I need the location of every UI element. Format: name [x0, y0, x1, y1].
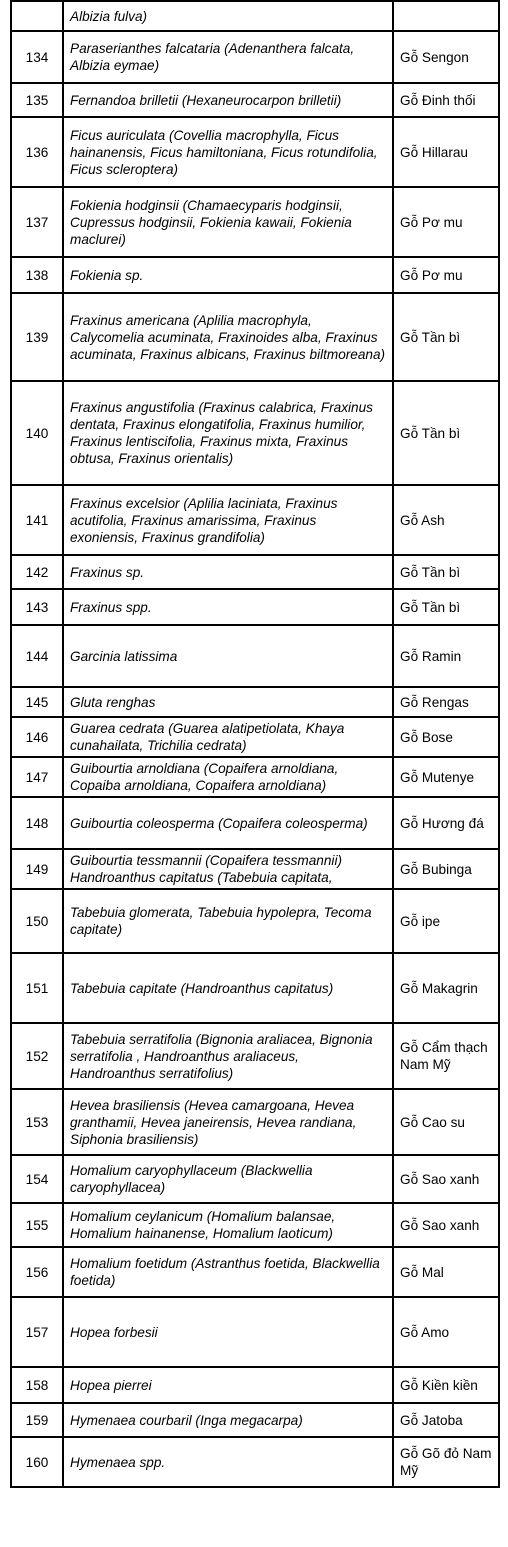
row-number: 134 [11, 31, 63, 83]
scientific-name: Fokienia sp. [63, 257, 393, 293]
trade-name: Gỗ Pơ mu [393, 187, 499, 257]
scientific-name: Tabebuia capitate (Handroanthus capitatus) [63, 953, 393, 1023]
trade-name: Gỗ ipe [393, 889, 499, 953]
scientific-name: Fraxinus sp. [63, 555, 393, 589]
table-row [11, 1367, 499, 1403]
scientific-name: Tabebuia serratifolia (Bignonia araliacea, Bignonia serratifolia , Handroanthus araliaceus, Handroanthus serratifolius) [63, 1023, 393, 1089]
scientific-name: Homalium foetidum (Astranthus foetida, Blackwellia foetida) [63, 1247, 393, 1297]
table-row [11, 1437, 499, 1487]
wood-species-table [10, 0, 500, 1488]
table-body [11, 1, 499, 1487]
scientific-name: Hevea brasiliensis (Hevea camargoana, Hevea granthamii, Hevea janeirensis, Hevea randiana, Siphonia brasiliensis) [63, 1089, 393, 1155]
row-number: 145 [11, 687, 63, 717]
scientific-name: Albizia fulva) [63, 1, 393, 31]
scientific-name: Guibourtia tessmannii (Copaifera tessmannii) Handroanthus capitatus (Tabebuia capitata, [63, 849, 393, 889]
scientific-name: Garcinia latissima [63, 625, 393, 687]
trade-name: Gỗ Kiền kiền [393, 1367, 499, 1403]
trade-name: Gỗ Bose [393, 717, 499, 757]
trade-name: Gỗ Bubinga [393, 849, 499, 889]
trade-name: Gỗ Jatoba [393, 1403, 499, 1437]
trade-name: Gỗ Sao xanh [393, 1203, 499, 1247]
scientific-name: Guarea cedrata (Guarea alatipetiolata, Khaya cunahailata, Trichilia cedrata) [63, 717, 393, 757]
row-number: 152 [11, 1023, 63, 1089]
table-row [11, 625, 499, 687]
table-row [11, 83, 499, 117]
trade-name: Gỗ Mutenye [393, 757, 499, 797]
scientific-name: Ficus auriculata (Covellia macrophylla, Ficus hainanensis, Ficus hamiltoniana, Ficus rotundifolia, Ficus scleroptera) [63, 117, 393, 187]
row-number: 155 [11, 1203, 63, 1247]
scientific-name: Hymenaea courbaril (Inga megacarpa) [63, 1403, 393, 1437]
trade-name: Gỗ Cao su [393, 1089, 499, 1155]
table-row [11, 381, 499, 485]
table-row [11, 1089, 499, 1155]
table-row [11, 187, 499, 257]
trade-name: Gỗ Amo [393, 1297, 499, 1367]
table-row [11, 889, 499, 953]
scientific-name: Guibourtia coleosperma (Copaifera coleosperma) [63, 797, 393, 849]
trade-name: Gỗ Pơ mu [393, 257, 499, 293]
trade-name: Gỗ Đinh thối [393, 83, 499, 117]
row-number: 158 [11, 1367, 63, 1403]
table-row [11, 1155, 499, 1203]
table-row [11, 1247, 499, 1297]
row-number: 139 [11, 293, 63, 381]
trade-name: Gỗ Tần bì [393, 381, 499, 485]
row-number: 136 [11, 117, 63, 187]
row-number: 150 [11, 889, 63, 953]
table-row [11, 849, 499, 889]
table-row [11, 1297, 499, 1367]
scientific-name: Fraxinus excelsior (Aplilia laciniata, Fraxinus acutifolia, Fraxinus amarissima, Fraxinus exoniensis, Fraxinus grandifolia) [63, 485, 393, 555]
row-number: 140 [11, 381, 63, 485]
row-number: 142 [11, 555, 63, 589]
table-row [11, 1023, 499, 1089]
row-number: 138 [11, 257, 63, 293]
row-number [11, 1, 63, 31]
trade-name: Gỗ Sengon [393, 31, 499, 83]
row-number: 135 [11, 83, 63, 117]
row-number: 144 [11, 625, 63, 687]
trade-name: Gỗ Gõ đỏ Nam Mỹ [393, 1437, 499, 1487]
scientific-name: Fraxinus spp. [63, 589, 393, 625]
scientific-name: Hopea pierrei [63, 1367, 393, 1403]
trade-name: Gỗ Hillarau [393, 117, 499, 187]
table-row [11, 687, 499, 717]
table-row [11, 257, 499, 293]
table-row [11, 717, 499, 757]
row-number: 157 [11, 1297, 63, 1367]
trade-name: Gỗ Rengas [393, 687, 499, 717]
table-row [11, 31, 499, 83]
trade-name: Gỗ Makagrin [393, 953, 499, 1023]
row-number: 153 [11, 1089, 63, 1155]
trade-name: Gỗ Hương đá [393, 797, 499, 849]
trade-name: Gỗ Tần bì [393, 293, 499, 381]
trade-name: Gỗ Sao xanh [393, 1155, 499, 1203]
table-row [11, 589, 499, 625]
scientific-name: Hymenaea spp. [63, 1437, 393, 1487]
scientific-name: Homalium ceylanicum (Homalium balansae, Homalium hainanense, Homalium laoticum) [63, 1203, 393, 1247]
row-number: 159 [11, 1403, 63, 1437]
table-row [11, 485, 499, 555]
row-number: 137 [11, 187, 63, 257]
trade-name: Gỗ Tần bì [393, 555, 499, 589]
row-number: 141 [11, 485, 63, 555]
scientific-name: Gluta renghas [63, 687, 393, 717]
scientific-name: Hopea forbesii [63, 1297, 393, 1367]
scientific-name: Fraxinus americana (Aplilia macrophyla, Calycomelia acuminata, Fraxinoides alba, Fraxinus acuminata, Fraxinus albicans, Fraxinus biltmoreana) [63, 293, 393, 381]
table-row [11, 555, 499, 589]
scientific-name: Fraxinus angustifolia (Fraxinus calabrica, Fraxinus dentata, Fraxinus elongatifolia, Fraxinus humilior, Fraxinus lentiscifolia, Fraxinus mixta, Fraxinus obtusa, Fraxinus orientalis) [63, 381, 393, 485]
table-row [11, 757, 499, 797]
trade-name: Gỗ Cẩm thạch Nam Mỹ [393, 1023, 499, 1089]
scientific-name: Guibourtia arnoldiana (Copaifera arnoldiana, Copaiba arnoldiana, Copaifera arnoldiana) [63, 757, 393, 797]
scientific-name: Fernandoa brilletii (Hexaneurocarpon brilletii) [63, 83, 393, 117]
table-row [11, 1203, 499, 1247]
table-row [11, 1403, 499, 1437]
row-number: 154 [11, 1155, 63, 1203]
row-number: 160 [11, 1437, 63, 1487]
row-number: 146 [11, 717, 63, 757]
trade-name [393, 1, 499, 31]
table-row [11, 293, 499, 381]
trade-name: Gỗ Tần bì [393, 589, 499, 625]
row-number: 147 [11, 757, 63, 797]
trade-name: Gỗ Mal [393, 1247, 499, 1297]
row-number: 156 [11, 1247, 63, 1297]
scientific-name: Paraserianthes falcataria (Adenanthera falcata, Albizia eymae) [63, 31, 393, 83]
row-number: 149 [11, 849, 63, 889]
table-row [11, 117, 499, 187]
row-number: 143 [11, 589, 63, 625]
table-row [11, 1, 499, 31]
scientific-name: Homalium caryophyllaceum (Blackwellia caryophyllacea) [63, 1155, 393, 1203]
row-number: 148 [11, 797, 63, 849]
scientific-name: Fokienia hodginsii (Chamaecyparis hodginsii, Cupressus hodginsii, Fokienia kawaii, Fokienia maclurei) [63, 187, 393, 257]
table-row [11, 953, 499, 1023]
trade-name: Gỗ Ash [393, 485, 499, 555]
table-row [11, 797, 499, 849]
document-page [10, 0, 498, 1488]
scientific-name: Tabebuia glomerata, Tabebuia hypolepra, Tecoma capitate) [63, 889, 393, 953]
row-number: 151 [11, 953, 63, 1023]
trade-name: Gỗ Ramin [393, 625, 499, 687]
